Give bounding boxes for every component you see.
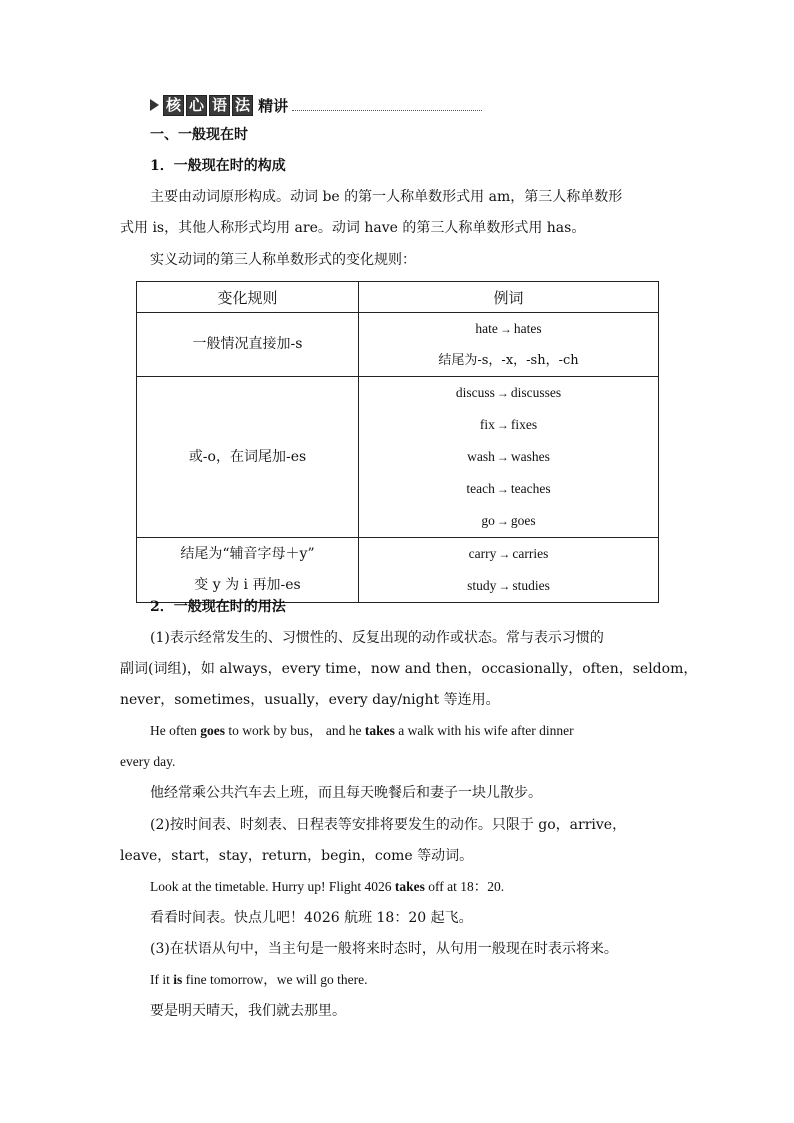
example-sentence: Look at the timetable. Hurry up! Flight 4026 takes off at 18：20. (150, 879, 505, 894)
table-header-row (137, 282, 659, 313)
paragraph-line: leave，start，stay，return，begin，come 等动词。 (120, 848, 474, 864)
paragraph-line: (2)按时间表、时刻表、日程表等安排将要发生的动作。只限于 go，arrive， (150, 817, 627, 833)
table-header-cell: 变化规则 (137, 282, 359, 313)
example-pair: carry → carries (468, 546, 549, 561)
table-row (137, 538, 659, 603)
example-note: 结尾为-s，-x，-sh，-ch (438, 353, 579, 368)
example-cell (359, 377, 659, 538)
table-row (137, 377, 659, 538)
example-pair: discuss → discusses (455, 385, 562, 400)
example-pair: wash → washes (467, 449, 550, 464)
arrow-right-icon: → (496, 386, 509, 400)
header-box-char: 语 (209, 95, 230, 116)
example-sentence: every day. (120, 754, 176, 769)
play-triangle-icon (150, 99, 159, 111)
header-box-char: 心 (186, 95, 207, 116)
arrow-right-icon: → (499, 322, 512, 336)
example-translation: 他经常乘公共汽车去上班，而且每天晚餐后和妻子一块儿散步。 (150, 785, 542, 801)
example-cell (359, 313, 659, 377)
example-translation: 看看时间表。快点儿吧！4026 航班 18：20 起飞。 (150, 910, 473, 926)
rule-cell: 或-o，在词尾加-es (137, 377, 359, 538)
rules-table (136, 281, 659, 603)
heading-present-tense: 一、一般现在时 (150, 127, 248, 143)
example-pair: teach → teaches (466, 481, 551, 496)
arrow-right-icon: → (498, 547, 511, 561)
example-pair: go → goes (481, 513, 536, 528)
header-box-char: 法 (232, 95, 253, 116)
section-header (150, 94, 482, 116)
example-sentence: He often goes to work by bus， and he takes a walk with his wife after dinner (150, 723, 574, 738)
dotted-divider (292, 100, 482, 111)
arrow-right-icon: → (498, 579, 511, 593)
subheading-formation: 1．一般现在时的构成 (150, 158, 286, 174)
subheading-usage: 2．一般现在时的用法 (150, 599, 286, 615)
paragraph-line: (3)在状语从句中，当主句是一般将来时态时，从句用一般现在时表示将来。 (150, 941, 618, 957)
paragraph-line: 主要由动词原形构成。动词 be 的第一人称单数形式用 am，第三人称单数形 (150, 189, 623, 205)
paragraph-line: 副词(词组)，如 always，every time，now and then，occasionally，often，seldom， (120, 661, 698, 677)
paragraph-line: never，sometimes，usually，every day/night 等连用。 (120, 692, 500, 708)
paragraph-line: (1)表示经常发生的、习惯性的、反复出现的动作或状态。常与表示习惯的 (150, 630, 604, 646)
arrow-right-icon: → (496, 418, 509, 432)
table-header-cell: 例词 (359, 282, 659, 313)
header-box-char: 核 (163, 95, 184, 116)
table-row (137, 313, 659, 377)
example-translation: 要是明天晴天，我们就去那里。 (150, 1003, 346, 1019)
header-suffix: 精讲 (258, 96, 289, 115)
arrow-right-icon: → (496, 450, 509, 464)
example-pair: study → studies (467, 578, 550, 593)
arrow-right-icon: → (496, 514, 509, 528)
paragraph-line: 式用 is，其他人称形式均用 are。动词 have 的第三人称单数形式用 has。 (120, 220, 586, 236)
example-sentence: If it is fine tomorrow，we will go there. (150, 972, 368, 987)
rule-cell: 结尾为“辅音字母＋y” 变 y 为 i 再加-es (137, 538, 359, 603)
rule-cell: 一般情况直接加-s (137, 313, 359, 377)
arrow-right-icon: → (496, 482, 509, 496)
example-cell (359, 538, 659, 603)
example-pair: hate → hates (475, 321, 542, 336)
paragraph-line: 实义动词的第三人称单数形式的变化规则： (150, 252, 416, 268)
example-pair: fix → fixes (479, 417, 538, 432)
